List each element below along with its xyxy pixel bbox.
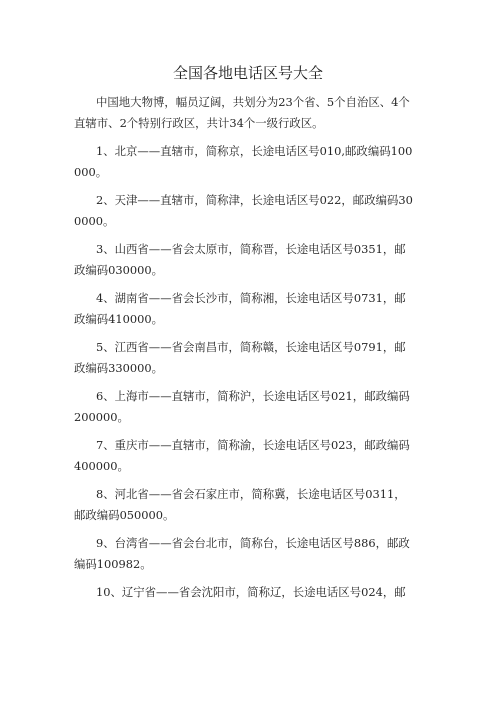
document-title: 全国各地电话区号大全 — [172, 64, 323, 82]
entry-paragraph: 4、湖南省——省会长沙市，简称湘，长途电话区号0731，邮政编码410000。 — [74, 291, 406, 326]
entry-paragraph: 6、上海市——直辖市，简称沪，长途电话区号021，邮政编码200000。 — [74, 389, 410, 424]
entry-paragraph: 2、天津——直辖市，简称津，长途电话区号022，邮政编码300000。 — [74, 193, 413, 228]
entry-paragraph: 1、北京——直辖市，简称京，长途电话区号010,邮政编码100000。 — [74, 144, 413, 179]
entry-paragraph: 10、辽宁省——省会沈阳市，简称辽，长途电话区号024，邮 — [96, 585, 406, 599]
document-body — [74, 92, 414, 610]
entry-paragraph: 9、台湾省——省会台北市，简称台，长途电话区号886，邮政编码100982。 — [74, 536, 410, 571]
entry-paragraph: 5、江西省——省会南昌市，简称赣，长途电话区号0791，邮政编码330000。 — [74, 340, 406, 375]
entry-paragraph: 3、山西省——省会太原市，简称晋，长途电话区号0351，邮政编码030000。 — [74, 242, 406, 277]
entry-paragraph: 8、河北省——省会石家庄市，简称冀，长途电话区号0311，邮政编码050000。 — [74, 487, 406, 522]
intro-paragraph: 中国地大物博，幅员辽阔，共划分为23个省、5个自治区、4个直辖市、2个特别行政区，共计34个一级行政区。 — [74, 95, 410, 130]
entry-paragraph: 7、重庆市——直辖市，简称渝，长途电话区号023，邮政编码400000。 — [74, 438, 410, 473]
